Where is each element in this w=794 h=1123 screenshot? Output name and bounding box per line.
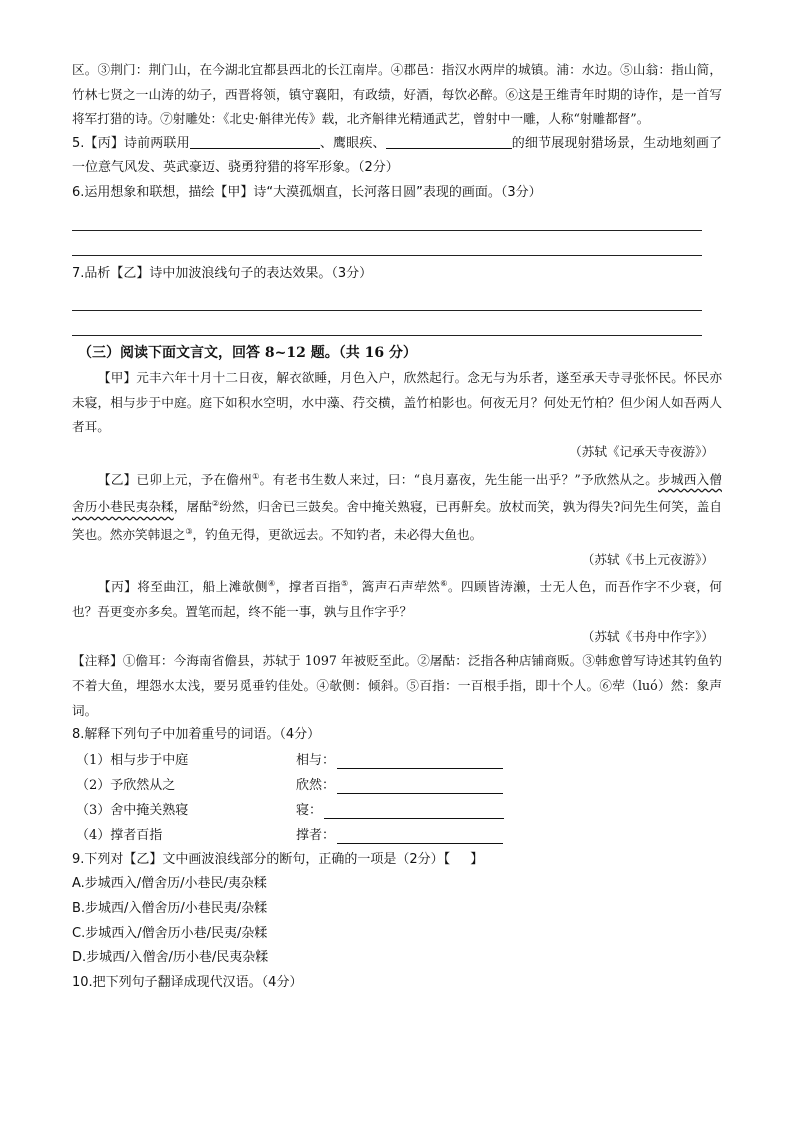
passage-yi: 【乙】已卯上元，予在儋州①。有老书生数人来过，曰：“良月嘉夜，先生能一出乎？”予欣然从之。步城西入僧舍历小巷民夷杂糅，屠酤②纷然，归舍已三鼓矣。舍中掩关熟寝，已再鼾矣。放杖而笑，孰为得失?问先生何笑，盖自笑也。然亦笑韩退之③，钓鱼无得，更欲远去。不知钓者，未必得大鱼也。 bbox=[72, 471, 722, 543]
question-6: 6.运用想象和联想，描绘【甲】诗“大漠孤烟直，长河落日圆”表现的画面。（3分） bbox=[72, 184, 542, 200]
question-8-item: （2）予欣然从之 欣然： bbox=[72, 773, 722, 798]
answer-blank[interactable] bbox=[337, 827, 503, 844]
answer-line[interactable] bbox=[72, 311, 702, 336]
previous-notes: 区。③荆门：荆门山，在今湖北宜都县西北的长江南岸。④郡邑：指汉水两岸的城镇。浦：水边。⑤山翁：指山简，竹林七贤之一山涛的幼子，西晋将领，镇守襄阳，有政绩，好酒，每饮必醉。⑥这是王维青年时期的诗作，是一首写将军打猎的诗。⑦射雕处：《北史·斛律光传》载，北齐斛律光精通武艺，曾射中一雕，人称“射雕都督”。 bbox=[72, 62, 722, 127]
question-9-title: 9.下列对【乙】文中画波浪线部分的断句，正确的一项是（2分）【 】 bbox=[72, 851, 484, 867]
question-8-title: 8.解释下列句子中加着重号的词语。（4分） bbox=[72, 727, 321, 743]
question-8-item: （4）撑者百指 撑者： bbox=[72, 823, 722, 848]
option-c: C.步城西入/僧舍历小巷/民夷/杂糅 bbox=[72, 925, 268, 941]
passage-bing: 【丙】将至曲江，船上滩欹侧④，撑者百指⑤，篙声石声荦然⑥。四顾皆涛濑，士无人色，而吾作字不少衰，何也？吾更变亦多矣。置笔而起，终不能一事，孰与且作字乎？ bbox=[72, 579, 723, 620]
answer-line[interactable] bbox=[72, 206, 702, 231]
answer-line[interactable] bbox=[72, 286, 702, 311]
answer-blank[interactable] bbox=[190, 133, 320, 149]
answer-line[interactable] bbox=[72, 231, 702, 256]
document-page bbox=[72, 58, 722, 995]
wavy-underlined-sentence: 步城西入僧舍历小巷民夷杂糅 bbox=[72, 471, 722, 515]
question-8-item: （3）舍中掩关熟寝 寝： bbox=[72, 798, 722, 823]
passage-jia-source: （苏轼《记承天寺夜游》） bbox=[569, 443, 714, 459]
option-b: B.步城西/入僧舍历/小巷民夷/杂糅 bbox=[72, 901, 268, 916]
passage-bing-source: （苏轼《书舟中作字》） bbox=[581, 628, 714, 644]
annotations: 【注释】①儋耳：今海南省儋县，苏轼于 1097 年被贬至此。②屠酤：泛指各种店铺商贩。③韩愈曾写诗述其钓鱼钓不着大鱼，埋怨水太浅，要另觅垂钓佳处。④欹侧：倾斜。⑤百指：一百根手指，即十个人。⑥荦（luó）然：象声词。 bbox=[72, 653, 722, 718]
option-d: D.步城西/入僧舍/历小巷/民夷杂糅 bbox=[72, 950, 269, 966]
answer-blank[interactable] bbox=[337, 752, 503, 769]
answer-blank[interactable] bbox=[386, 133, 512, 149]
passage-yi-source: （苏轼《书上元夜游》） bbox=[581, 551, 714, 567]
passage-jia: 【甲】元丰六年十月十二日夜，解衣欲睡，月色入户，欣然起行。念无与为乐者，遂至承天寺寻张怀民。怀民亦未寝，相与步于中庭。庭下如积水空明，水中藻、荇交横，盖竹柏影也。何夜无月？何处无竹柏？但少闲人如吾两人者耳。 bbox=[72, 370, 722, 435]
section-heading: （三）阅读下面文言文，回答 8~12 题。（共 16 分） bbox=[78, 345, 417, 362]
question-5: 5.【丙】诗前两联用 、鹰眼疾、 的细节展现射猎场景，生动地刻画了一位意气风发、英武豪迈、骁勇狩猎的将军形象。（2分） bbox=[72, 132, 722, 181]
question-10: 10.把下列句子翻译成现代汉语。（4分） bbox=[72, 974, 303, 990]
answer-blank[interactable] bbox=[324, 802, 504, 819]
question-7: 7.品析【乙】诗中加波浪线句子的表达效果。（3分） bbox=[72, 265, 373, 281]
option-a: A.步城西入/僧舍历/小巷民/夷杂糅 bbox=[72, 876, 267, 892]
question-8-item: （1）相与步于中庭 相与： bbox=[72, 748, 722, 773]
answer-blank[interactable] bbox=[337, 777, 503, 794]
